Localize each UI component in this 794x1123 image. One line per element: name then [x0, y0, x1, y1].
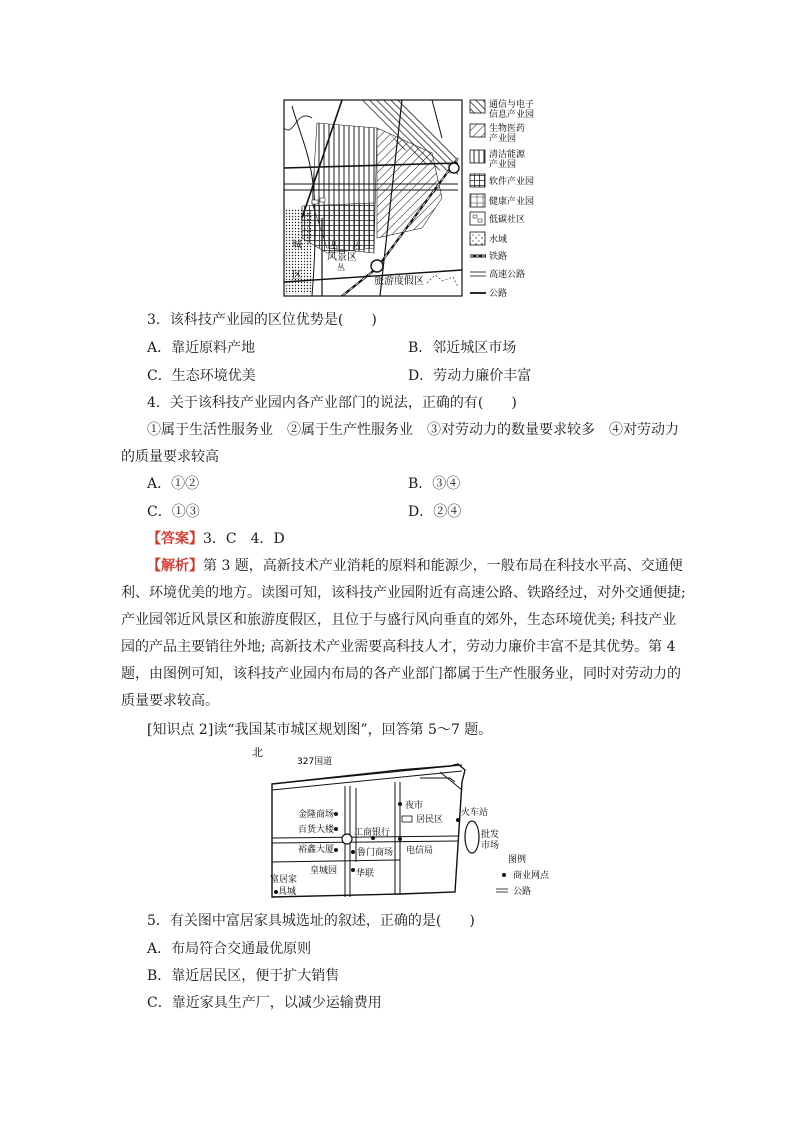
legend-soft: 软件产业园 [489, 177, 535, 187]
q4-option-d[interactable]: D．②④ [408, 504, 462, 520]
north-label: 北 [252, 746, 263, 759]
label-huangcheng: 皇城园 [310, 866, 338, 876]
legend-lowc: 低碳社区 [489, 215, 526, 225]
label-fuju-1: 富居家 [270, 875, 298, 885]
analysis-line3: 产业园邻近风景区和旅游度假区，且位于与盛行风向垂直的郊外，生态环境优美; 科技产业 [121, 612, 677, 628]
q4-statements-line2: 的质量要求较高 [121, 449, 219, 465]
legend-clean-2: 产业园 [489, 160, 517, 170]
q5-option-b[interactable]: B．靠近居民区，便于扩大销售 [147, 968, 340, 984]
legend-comm-2: 信息产业园 [489, 110, 535, 120]
map2-legend [496, 853, 550, 897]
q3-option-b[interactable]: B．邻近城区市场 [408, 340, 517, 356]
analysis-text-1: 第 3 题，高新技术产业消耗的原料和能源少，一般布局在科技水平高、交通便 [203, 558, 683, 574]
q5-option-a[interactable]: A．布局符合交通最优原则 [147, 941, 312, 957]
map1-label-resort: 旅游度假区 [374, 276, 424, 287]
map1-legend [470, 98, 534, 299]
answer-tag: 【答案】 [147, 531, 203, 547]
legend-shop: 商业网点 [513, 871, 550, 881]
legend-road-2: 公路 [513, 887, 532, 897]
analysis-line6: 质量要求较高。 [121, 693, 219, 709]
legend-comm-1: 通信与电子 [489, 100, 535, 110]
label-night-market: 夜市 [405, 801, 424, 811]
label-residential: 居民区 [416, 815, 444, 825]
label-wholesale-2: 市场 [481, 841, 500, 851]
legend-rail: 铁路 [489, 252, 508, 262]
analysis-tag: 【解析】 [147, 558, 203, 574]
city-plan-map [250, 742, 590, 902]
q4-option-b[interactable]: B．③④ [408, 476, 461, 492]
label-telecom: 电信局 [406, 846, 434, 856]
legend-highway: 高速公路 [489, 270, 526, 280]
label-327-road: 327国道 [297, 757, 333, 767]
answer-block [147, 529, 285, 549]
label-yuxin-building: 裕鑫大厦 [298, 845, 335, 855]
q4-stem: 4．关于该科技产业园内各产业部门的说法，正确的有( ) [147, 395, 517, 411]
map1-label-city1: 城 [292, 240, 302, 251]
analysis-line2: 利、环境优美的地方。读图可知，该科技产业园附近有高速公路、铁路经过，对外交通便捷; [121, 585, 686, 601]
q4-option-a[interactable]: A．①② [147, 476, 200, 492]
label-wholesale-1: 批发 [481, 830, 500, 840]
map1-label-forest-3: 丛 [337, 263, 345, 272]
legend-health: 健康产业园 [489, 197, 535, 207]
q3-stem: 3．该科技产业园的区位优势是( ) [147, 312, 377, 328]
map1-label-forest: 丛 [330, 241, 338, 250]
q5-option-c[interactable]: C．靠近家具生产厂，以减少运输费用 [147, 995, 382, 1011]
map1-label-scenic: 风景区 [327, 252, 357, 263]
q3-option-c[interactable]: C．生态环境优美 [147, 368, 256, 384]
label-hualian: 华联 [356, 869, 375, 879]
legend-bio-2: 产业园 [489, 134, 517, 144]
q3-option-d[interactable]: D．劳动力廉价丰富 [408, 368, 532, 384]
analysis-line1 [147, 556, 683, 576]
label-train-station: 火车站 [461, 808, 489, 818]
analysis-line4: 园的产品主要销往外地; 高新技术产业需要高科技人才，劳动力廉价丰富不是其优势。第 4 [121, 639, 676, 655]
answer-text: 3．C 4．D [203, 531, 285, 547]
legend-clean-1: 清洁能源 [489, 150, 526, 160]
label-fuju-2: 具城 [278, 887, 297, 897]
legend-water: 水域 [489, 235, 508, 245]
analysis-line5: 题，由图例可知，该科技产业园内布局的各产业部门都属于生产性服务业，同时对劳动力的 [121, 666, 681, 682]
q4-option-c[interactable]: C．①③ [147, 504, 200, 520]
map1-label-forest-2: 丛 [352, 241, 360, 250]
q4-statements-line1: ①属于生活性服务业 ②属于生产性服务业 ③对劳动力的数量要求较多 ④对劳动力 [147, 422, 679, 438]
legend-bio-1: 生物医药 [489, 124, 526, 134]
label-baihuo-building: 百货大楼 [298, 825, 335, 835]
q5-stem: 5．有关图中富居家具城选址的叙述，正确的是( ) [147, 913, 475, 929]
legend-road: 公路 [489, 289, 508, 299]
label-lumen-mall: 鲁门商场 [357, 848, 394, 858]
tech-park-map [282, 98, 544, 300]
label-jinlong-mall: 金隆商场 [298, 810, 335, 820]
map1-label-city2: 区 [292, 270, 302, 281]
legend-title: 图例 [508, 855, 527, 865]
label-icbc: 工商银行 [354, 828, 391, 838]
knowledge-point-2: [知识点 2]读“我国某市城区规划图”，回答第 5～7 题。 [147, 722, 493, 738]
q3-option-a[interactable]: A．靠近原料产地 [147, 340, 256, 356]
